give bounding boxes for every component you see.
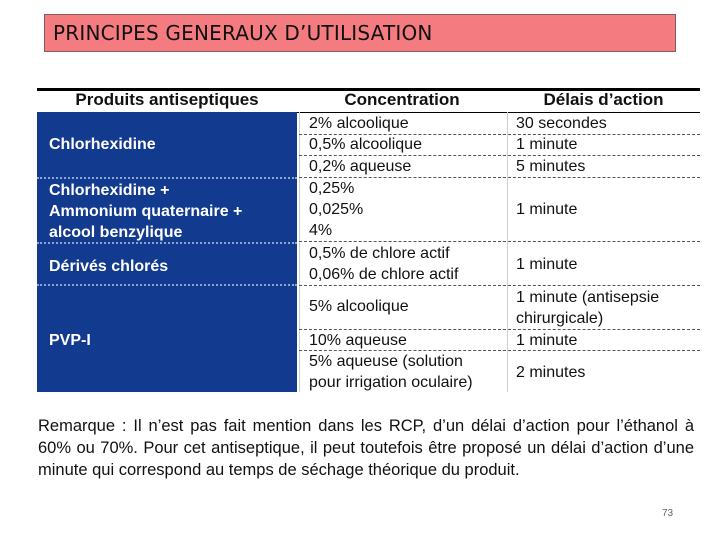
header-products: Produits antiseptiques: [75, 90, 259, 109]
concentration-cell: 0,2% aqueuse: [309, 158, 412, 175]
concentration-cell: 5% alcoolique: [309, 298, 409, 315]
header-delay: Délais d’action: [543, 90, 664, 109]
product-chlorhexidine: Chlorhexidine: [49, 136, 156, 153]
delay-cell: 30 secondes: [516, 115, 607, 132]
concentration-cell: 0,06% de chlore actif: [309, 266, 459, 283]
antiseptics-table: [37, 88, 700, 392]
concentration-cell: 0,5% de chlore actif: [309, 245, 450, 262]
concentration-cell: 2% alcoolique: [309, 115, 409, 132]
product-pvpi: PVP-I: [49, 332, 91, 349]
product-separator: [37, 177, 297, 179]
product-chlorhexidine-combo-line1: Chlorhexidine +: [49, 182, 170, 199]
concentration-cell: 0,5% alcoolique: [309, 136, 422, 153]
slide-title: PRINCIPES GENERAUX D’UTILISATION: [53, 21, 433, 45]
remark-paragraph: Remarque : Il n’est pas fait mention dans les RCP, d’un délai d’action pour l’éthanol à 60% ou 70%. Pour cet antiseptique, il peut toutefois être proposé un délai d’action d’une minute qui correspond au temps de séchage théorique du produit.: [38, 417, 694, 479]
page-number: 73: [662, 508, 674, 519]
delay-cell: 1 minute: [516, 201, 578, 218]
delay-cell: 1 minute (antisepsie: [516, 289, 660, 306]
row-divider: [299, 177, 700, 178]
concentration-cell: 10% aqueuse: [309, 332, 407, 349]
delay-cell: 2 minutes: [516, 364, 586, 381]
concentration-cell: pour irrigation oculaire): [309, 374, 473, 391]
title-banner: [44, 14, 676, 52]
product-separator: [37, 242, 297, 244]
delay-cell: 1 minute: [516, 136, 578, 153]
delay-cell: 5 minutes: [516, 158, 586, 175]
product-chlores: Dérivés chlorés: [49, 258, 169, 275]
product-chlorhexidine-combo-line3: alcool benzylique: [49, 224, 183, 241]
concentration-cell: 4%: [309, 222, 333, 239]
concentration-cell: 0,025%: [309, 201, 364, 218]
row-divider: [299, 285, 700, 286]
delay-cell: chirurgicale): [516, 310, 604, 327]
concentration-cell: 0,25%: [309, 180, 355, 197]
products-column: [37, 112, 297, 392]
header-concentration: Concentration: [344, 90, 460, 109]
delay-cell: 1 minute: [516, 256, 578, 273]
row-divider: [299, 241, 700, 242]
product-chlorhexidine-combo-line2: Ammonium quaternaire +: [49, 203, 243, 220]
delay-cell: 1 minute: [516, 332, 578, 349]
concentration-cell: 5% aqueuse (solution: [309, 353, 463, 370]
product-separator: [37, 284, 297, 286]
